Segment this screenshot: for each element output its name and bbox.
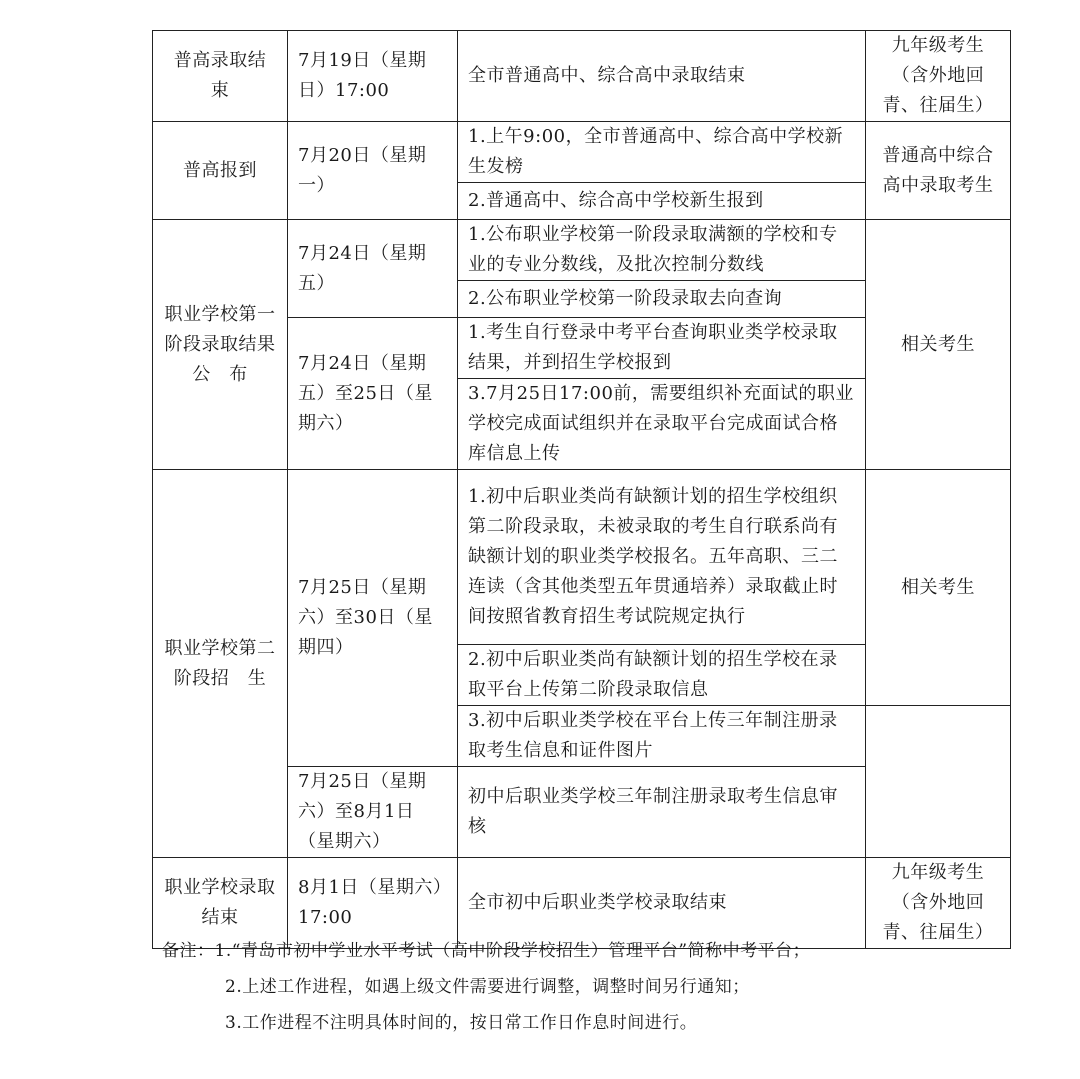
work-cell: 2.普通高中、综合高中学校新生报到 bbox=[458, 183, 866, 220]
work-cell: 3.初中后职业类学校在平台上传三年制注册录取考生信息和证件图片 bbox=[458, 706, 866, 767]
stage-cell: 职业学校第一阶段录取结果公 布 bbox=[153, 220, 288, 470]
table-row bbox=[153, 470, 1011, 645]
work-cell: 全市普通高中、综合高中录取结束 bbox=[458, 31, 866, 122]
time-cell: 7月25日（星期六）至30日（星期四） bbox=[288, 470, 458, 767]
stage-cell: 普高录取结 束 bbox=[153, 31, 288, 122]
notes-section bbox=[162, 936, 1062, 1044]
time-cell: 7月24日（星期五） bbox=[288, 220, 458, 318]
object-cell: 相关考生 bbox=[866, 220, 1011, 470]
stage-cell: 普高报到 bbox=[153, 122, 288, 220]
time-cell: 7月19日（星期日）17:00 bbox=[288, 31, 458, 122]
work-cell: 2.公布职业学校第一阶段录取去向查询 bbox=[458, 281, 866, 318]
work-cell: 3.7月25日17:00前，需要组织补充面试的职业学校完成面试组织并在录取平台完成面试合格库信息上传 bbox=[458, 379, 866, 470]
stage-cell: 职业学校录取结束 bbox=[153, 858, 288, 949]
note-line: 2.上述工作进程，如遇上级文件需要进行调整，调整时间另行通知； bbox=[225, 977, 750, 997]
note-line: 3.工作进程不注明具体时间的，按日常工作日作息时间进行。 bbox=[225, 1013, 698, 1033]
work-cell: 1.公布职业学校第一阶段录取满额的学校和专业的专业分数线，及批次控制分数线 bbox=[458, 220, 866, 281]
object-cell: 相关考生 bbox=[866, 470, 1011, 706]
time-cell: 7月20日（星期一） bbox=[288, 122, 458, 220]
table-row bbox=[153, 122, 1011, 183]
work-cell: 全市初中后职业类学校录取结束 bbox=[458, 858, 866, 949]
object-cell: 普通高中综合高中录取考生 bbox=[866, 122, 1011, 220]
work-cell: 1.考生自行登录中考平台查询职业类学校录取结果，并到招生学校报到 bbox=[458, 318, 866, 379]
object-cell-empty bbox=[866, 706, 1011, 858]
note-line: 备注：1.“青岛市初中学业水平考试（高中阶段学校招生）管理平台”简称中考平台； bbox=[162, 941, 811, 961]
schedule-table bbox=[152, 30, 1011, 949]
work-cell: 1.上午9:00，全市普通高中、综合高中学校新生发榜 bbox=[458, 122, 866, 183]
work-cell: 1.初中后职业类尚有缺额计划的招生学校组织第二阶段录取，未被录取的考生自行联系尚有缺额计划的职业类学校报名。五年高职、三二连读（含其他类型五年贯通培养）录取截止时间按照省教育招生考试院规定执行 bbox=[458, 470, 866, 645]
table-row bbox=[153, 858, 1011, 949]
time-cell: 8月1日（星期六）17:00 bbox=[288, 858, 458, 949]
object-cell: 九年级考生（含外地回青、往届生） bbox=[866, 858, 1011, 949]
time-cell: 7月24日（星期五）至25日（星期六） bbox=[288, 318, 458, 470]
time-cell: 7月25日（星期六）至8月1日（星期六） bbox=[288, 767, 458, 858]
work-cell: 2.初中后职业类尚有缺额计划的招生学校在录取平台上传第二阶段录取信息 bbox=[458, 645, 866, 706]
table-row bbox=[153, 220, 1011, 281]
stage-cell: 职业学校第二阶段招 生 bbox=[153, 470, 288, 858]
table-row bbox=[153, 31, 1011, 122]
work-cell: 初中后职业类学校三年制注册录取考生信息审核 bbox=[458, 767, 866, 858]
object-cell: 九年级考生（含外地回青、往届生） bbox=[866, 31, 1011, 122]
